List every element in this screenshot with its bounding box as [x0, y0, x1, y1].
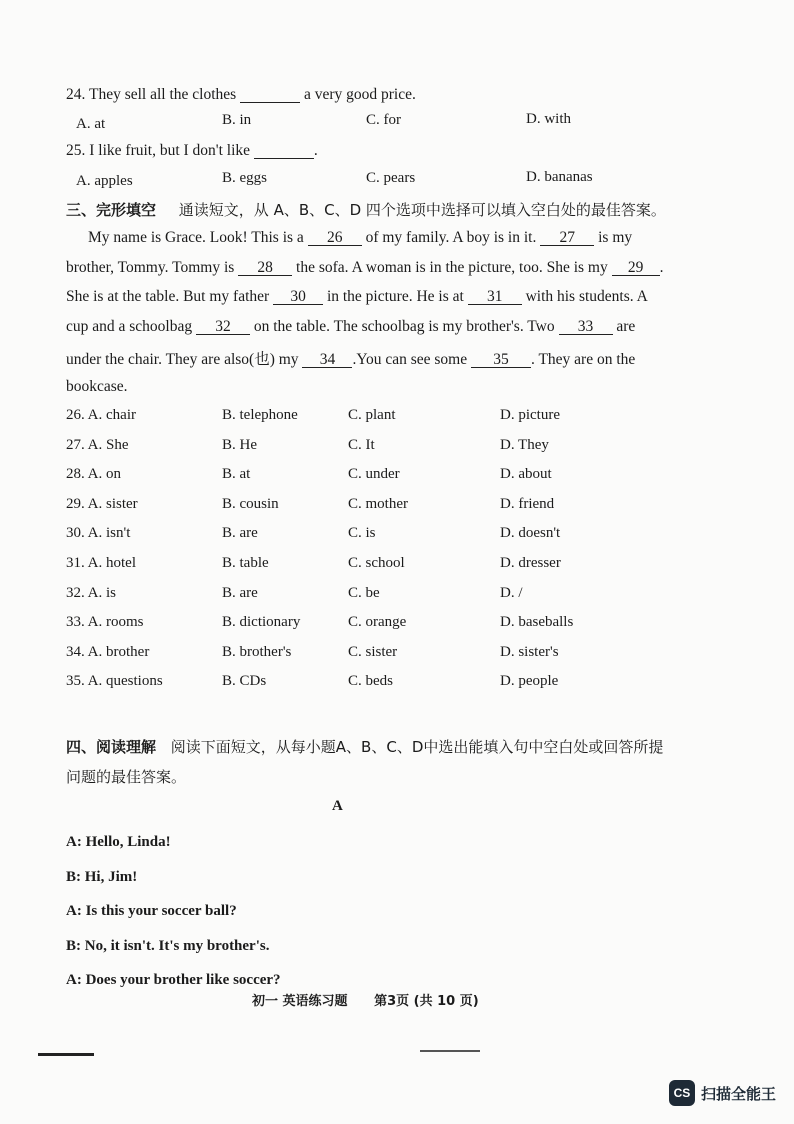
option-28-b: B. at: [222, 466, 251, 482]
option-27-c: C. It: [348, 437, 375, 453]
dialog-line-4: B: No, it isn't. It's my brother's.: [66, 938, 270, 954]
passage-text: .: [659, 259, 664, 276]
option-34-a: 34. A. brother: [66, 644, 150, 660]
footer-course: 初一 英语练习题: [252, 994, 348, 1009]
option-33-a: 33. A. rooms: [66, 614, 144, 630]
option-33-d: D. baseballs: [500, 614, 574, 630]
option-31-a: 31. A. hotel: [66, 555, 136, 571]
answer-blank: [240, 87, 300, 103]
option-a: A. apples: [76, 173, 133, 189]
option-33-c: C. orange: [348, 614, 407, 630]
option-32-c: C. be: [348, 585, 380, 601]
option-30-b: B. are: [222, 525, 258, 541]
option-26-d: D. picture: [500, 407, 560, 423]
section-4-header: [66, 736, 663, 757]
option-31-d: D. dresser: [500, 555, 561, 571]
option-26-c: C. plant: [348, 407, 396, 423]
passage-line-1: [88, 229, 632, 247]
option-30-c: C. is: [348, 525, 376, 541]
question-25: [66, 142, 318, 160]
section-3-header: [66, 199, 666, 220]
blank-30: 30: [273, 289, 323, 305]
option-29-a: 29. A. sister: [66, 496, 138, 512]
option-27-b: B. He: [222, 437, 257, 453]
option-33-b: B. dictionary: [222, 614, 301, 630]
option-28-c: C. under: [348, 466, 400, 482]
option-a: A. at: [76, 116, 106, 132]
section-title: 四、阅读理解: [66, 738, 157, 756]
blank-29: 29: [612, 260, 660, 276]
passage-line-6: bookcase.: [66, 378, 128, 395]
blank-28: 28: [238, 260, 292, 276]
option-b: B. eggs: [222, 170, 267, 186]
blank-34: 34: [302, 352, 352, 368]
option-d: D. bananas: [526, 169, 593, 185]
option-32-d: D. /: [500, 585, 523, 601]
passage-text: on the table. The schoolbag is my brother's. Two: [253, 318, 555, 335]
option-29-b: B. cousin: [222, 496, 279, 512]
answer-blank: [254, 143, 314, 159]
passage-line-3: [66, 288, 648, 306]
option-34-b: B. brother's: [222, 644, 292, 660]
option-35-b: B. CDs: [222, 673, 267, 689]
option-34-c: C. sister: [348, 644, 398, 660]
option-c: C. pears: [366, 170, 416, 186]
question-text: 24. They sell all the clothes: [66, 86, 237, 103]
blank-35: 35: [471, 352, 531, 368]
scanner-watermark: [669, 1080, 776, 1106]
section-4-instruction-cont: 问题的最佳答案。: [66, 768, 187, 786]
blank-31: 31: [468, 289, 522, 305]
section-instruction: 通读短文，从 A、B、C、D 四个选项中选择可以填入空白处的最佳答案。: [178, 201, 666, 219]
option-34-d: D. sister's: [500, 644, 559, 660]
passage-text: of my family. A boy is in it.: [365, 229, 537, 246]
question-text-end: .: [313, 142, 318, 159]
question-24: [66, 86, 416, 104]
option-31-c: C. school: [348, 555, 405, 571]
passage-line-5: [66, 347, 635, 369]
option-27-d: D. They: [500, 437, 549, 453]
passage-text: is my: [598, 229, 633, 246]
dialog-line-3: A: Is this your soccer ball?: [66, 903, 237, 919]
passage-line-2: [66, 259, 664, 277]
option-32-b: B. are: [222, 585, 258, 601]
option-26-b: B. telephone: [222, 407, 298, 423]
scan-edge-mark: [38, 1053, 94, 1056]
blank-33: 33: [559, 319, 613, 335]
option-35-a: 35. A. questions: [66, 673, 163, 689]
option-29-c: C. mother: [348, 496, 408, 512]
option-28-d: D. about: [500, 466, 552, 482]
dialog-line-2: B: Hi, Jim!: [66, 869, 138, 885]
camscanner-logo-icon: CS: [669, 1080, 695, 1106]
page-footer: [252, 990, 479, 1009]
scan-edge-mark: [420, 1050, 480, 1052]
blank-27: 27: [540, 230, 594, 246]
passage-text: the sofa. A woman is in the picture, too. She is my: [296, 259, 608, 276]
passage-text: . They are on the: [530, 351, 636, 368]
option-30-a: 30. A. isn't: [66, 525, 131, 541]
option-30-d: D. doesn't: [500, 525, 561, 541]
passage-text: My name is Grace. Look! This is a: [88, 229, 304, 246]
passage-text: cup and a schoolbag: [66, 318, 193, 335]
footer-page-number: 第3页 (共 10 页): [374, 994, 479, 1009]
option-27-a: 27. A. She: [66, 437, 129, 453]
dialog-line-1: A: Hello, Linda!: [66, 834, 171, 850]
dialog-line-5: A: Does your brother like soccer?: [66, 972, 281, 988]
option-32-a: 32. A. is: [66, 585, 117, 601]
passage-text: .You can see some: [352, 351, 468, 368]
option-35-c: C. beds: [348, 673, 393, 689]
passage-text: She is at the table. But my father: [66, 288, 270, 305]
option-b: B. in: [222, 112, 252, 128]
question-text: 25. I like fruit, but I don't like: [66, 142, 251, 159]
passage-text: brother, Tommy. Tommy is: [66, 259, 235, 276]
option-35-d: D. people: [500, 673, 559, 689]
passage-text: with his students. A: [525, 288, 648, 305]
passage-text: are: [616, 318, 636, 335]
passage-text: under the chair. They are also(也) my: [66, 351, 299, 368]
watermark-text: 扫描全能王: [700, 1084, 776, 1103]
reading-part-label: A: [332, 798, 343, 814]
passage-line-4: [66, 318, 635, 336]
option-31-b: B. table: [222, 555, 269, 571]
passage-text: in the picture. He is at: [326, 288, 464, 305]
blank-26: 26: [308, 230, 362, 246]
option-d: D. with: [526, 111, 571, 127]
option-29-d: D. friend: [500, 496, 555, 512]
option-26-a: 26. A. chair: [66, 407, 136, 423]
option-c: C. for: [366, 112, 401, 128]
option-28-a: 28. A. on: [66, 466, 122, 482]
question-text-end: a very good price.: [303, 86, 416, 103]
blank-32: 32: [196, 319, 250, 335]
section-title: 三、完形填空: [66, 201, 157, 219]
section-instruction: 阅读下面短文，从每小题A、B、C、D中选出能填入句中空白处或回答所提: [170, 738, 664, 756]
